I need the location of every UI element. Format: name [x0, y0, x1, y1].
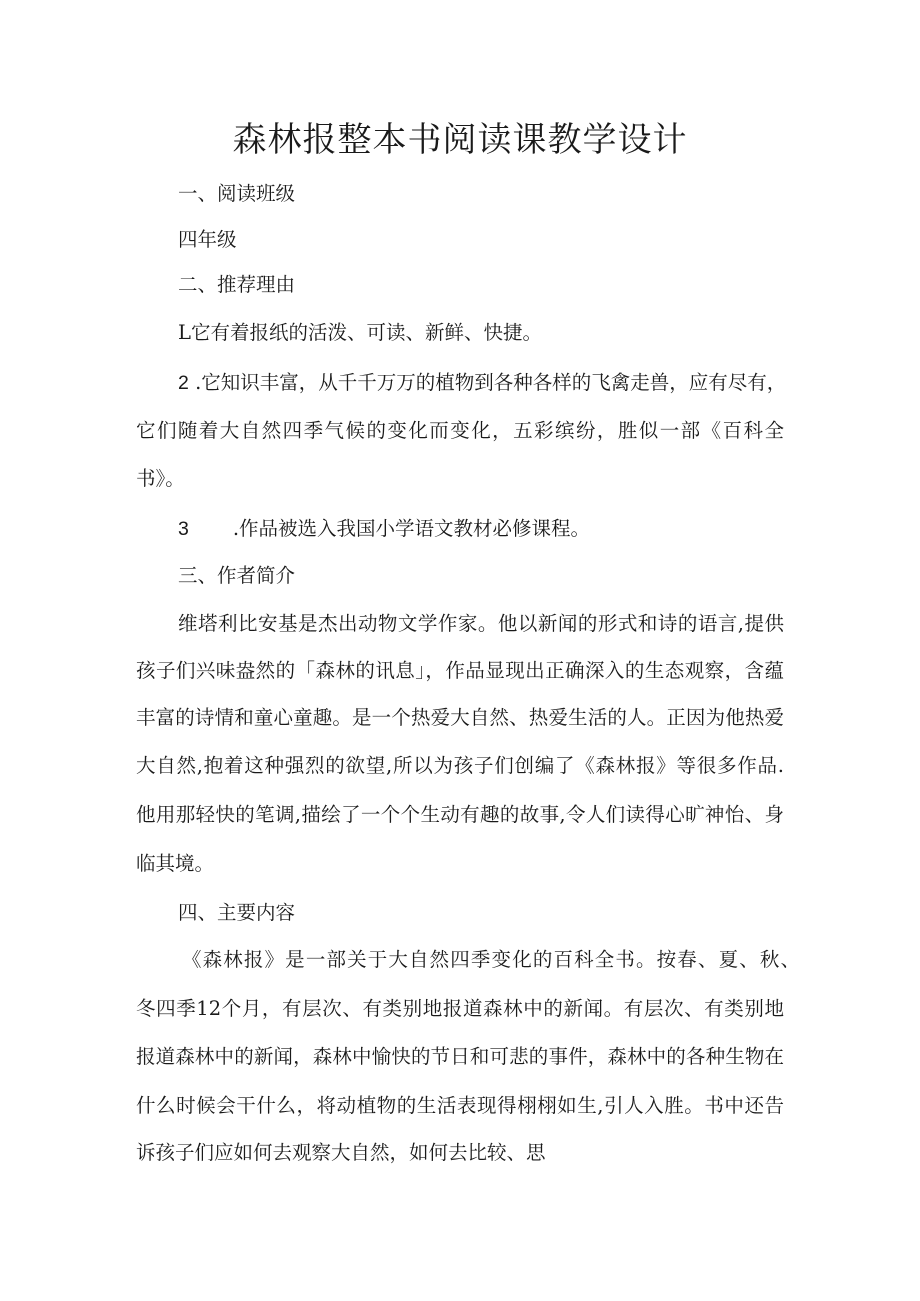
- reason-item-2-line-1: [178, 369, 787, 397]
- document-title: 森林报整本书阅读课教学设计: [232, 120, 688, 160]
- author-paragraph-line-6: 临其境。: [136, 852, 215, 875]
- content-paragraph-line-3: 报道森林中的新闻，森林中愉快的节日和可悲的事件，森林中的各种生物在: [136, 1045, 784, 1068]
- reason-item-2-line-3: 书》。: [136, 467, 185, 490]
- reason-item-3: [178, 515, 590, 543]
- author-paragraph-line-3: 丰富的诗情和童心童趣。是一个热爱大自然、热爱生活的人。正因为他热爱: [136, 706, 784, 729]
- content-paragraph-line-1: 《森林报》是一部关于大自然四季变化的百科全书。按春、夏、秋、: [182, 948, 800, 971]
- reason-item-3-number: 3: [178, 518, 189, 540]
- section-heading-reading-class: 一、阅读班级: [178, 182, 296, 205]
- author-paragraph-line-5: 他用那轻快的笔调,描绘了一个个生动有趣的故事,令人们读得心旷神怡、身: [136, 803, 784, 826]
- section-heading-author: 三、作者简介: [178, 564, 296, 587]
- section-heading-reasons: 二、推荐理由: [178, 273, 296, 296]
- content-paragraph-line-5: 诉孩子们应如何去观察大自然，如何去比较、思: [136, 1141, 546, 1164]
- author-paragraph-line-1: 维塔利比安基是杰出动物文学作家。他以新闻的形式和诗的语言,提供: [178, 612, 784, 635]
- reason-item-2-line-2: 它们随着大自然四季气候的变化而变化，五彩缤纷，胜似一部《百科全: [136, 419, 784, 442]
- reason-item-2-text: .它知识丰富，从千千万万的植物到各种各样的飞禽走兽，应有尽有，: [195, 371, 787, 394]
- author-paragraph-line-2: 孩子们兴味盎然的「森林的讯息」，作品显现出正确深入的生态观察，含蕴: [136, 659, 784, 682]
- reason-item-1: L它有着报纸的活泼、可读、新鲜、快捷。: [178, 321, 542, 344]
- content-paragraph-line-2: 冬四季12个月，有层次、有类别地报道森林中的新闻。有层次、有类别地: [136, 997, 784, 1020]
- content-paragraph-line-4: 什么时候会干什么，将动植物的生活表现得栩栩如生,引人入胜。书中还告: [136, 1094, 784, 1117]
- section-heading-content: 四、主要内容: [178, 901, 296, 924]
- reason-item-2-number: 2: [178, 372, 189, 394]
- reading-class-text: 四年级: [178, 228, 237, 251]
- author-paragraph-line-4: 大自然,抱着这种强烈的欲望,所以为孩子们创编了《森林报》等很多作品.: [136, 754, 784, 777]
- reason-item-3-text: .作品被选入我国小学语文教材必修课程。: [232, 517, 591, 540]
